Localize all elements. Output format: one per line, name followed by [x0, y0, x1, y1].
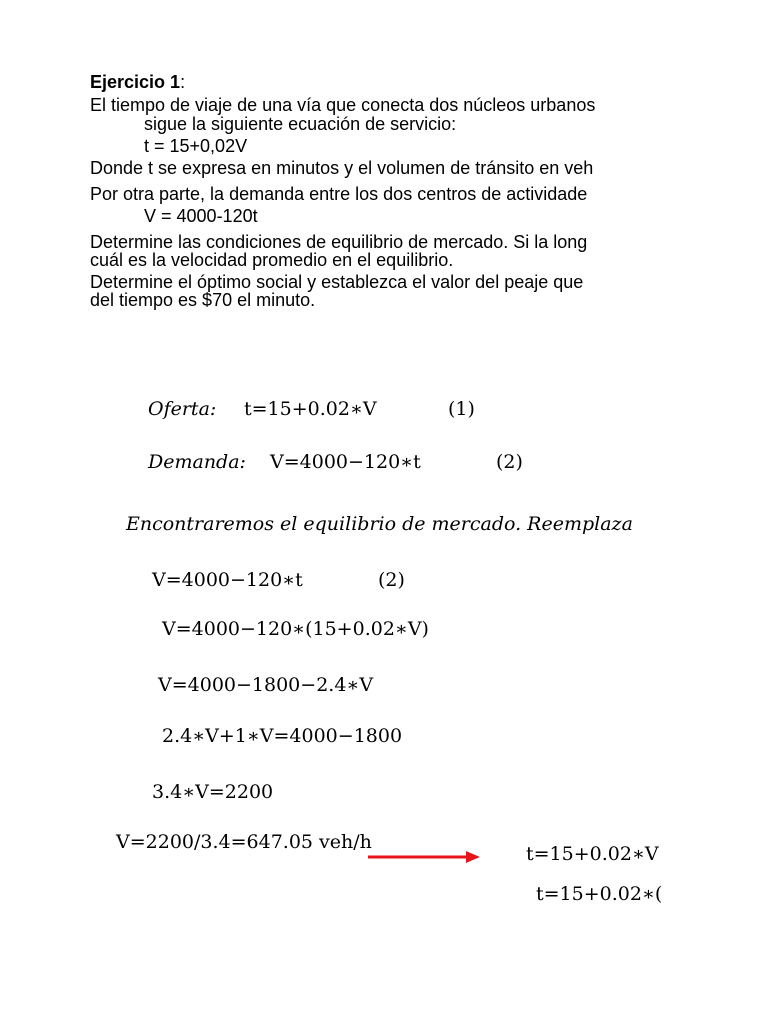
step-4-equation: 2.4∗V+1∗V=4000−1800	[162, 725, 403, 747]
exercise-heading-colon: :	[180, 72, 186, 92]
statement-line-5: Determine las condiciones de equilibrio de mercado. Si la long	[90, 232, 588, 252]
step-2-equation: V=4000−120∗(15+0.02∗V)	[162, 618, 429, 640]
equilibrium-intro: Encontraremos el equilibrio de mercado. Reemplaza	[126, 513, 633, 535]
statement-line-7: Determine el óptimo social y establezca el valor del peaje que	[90, 272, 584, 292]
demanda-equation: V=4000−120∗t	[270, 451, 421, 473]
service-equation: t = 15+0,02V	[144, 136, 248, 156]
step-6-result: V=2200/3.4=647.05 veh/h	[116, 831, 372, 853]
time-equation-2: t=15+0.02∗(	[536, 883, 662, 905]
statement-line-4: Por otra parte, la demanda entre los dos centros de actividade	[90, 184, 588, 204]
demanda-label: Demanda:	[148, 451, 246, 473]
right-arrow-icon	[368, 850, 480, 864]
oferta-equation: t=15+0.02∗V	[244, 398, 377, 420]
oferta-label: Oferta:	[148, 398, 217, 420]
oferta-number: (1)	[448, 398, 475, 420]
step-1-equation: V=4000−120∗t	[152, 569, 303, 591]
step-1-number: (2)	[378, 569, 405, 591]
exercise-heading: Ejercicio 1	[90, 72, 181, 92]
statement-line-6: cuál es la velocidad promedio en el equilibrio.	[90, 250, 454, 270]
demanda-number: (2)	[496, 451, 523, 473]
statement-line-8: del tiempo es $70 el minuto.	[90, 290, 316, 310]
statement-line-2: sigue la siguiente ecuación de servicio:	[144, 114, 457, 134]
time-equation-1: t=15+0.02∗V	[526, 843, 659, 865]
exercise-heading-line	[90, 72, 185, 92]
step-3-equation: V=4000−1800−2.4∗V	[158, 674, 374, 696]
statement-line-1: El tiempo de viaje de una vía que conecta dos núcleos urbanos	[90, 95, 596, 115]
statement-line-3: Donde t se expresa en minutos y el volumen de tránsito en veh	[90, 158, 594, 178]
demand-equation: V = 4000-120t	[144, 206, 258, 226]
step-5-equation: 3.4∗V=2200	[152, 781, 274, 803]
